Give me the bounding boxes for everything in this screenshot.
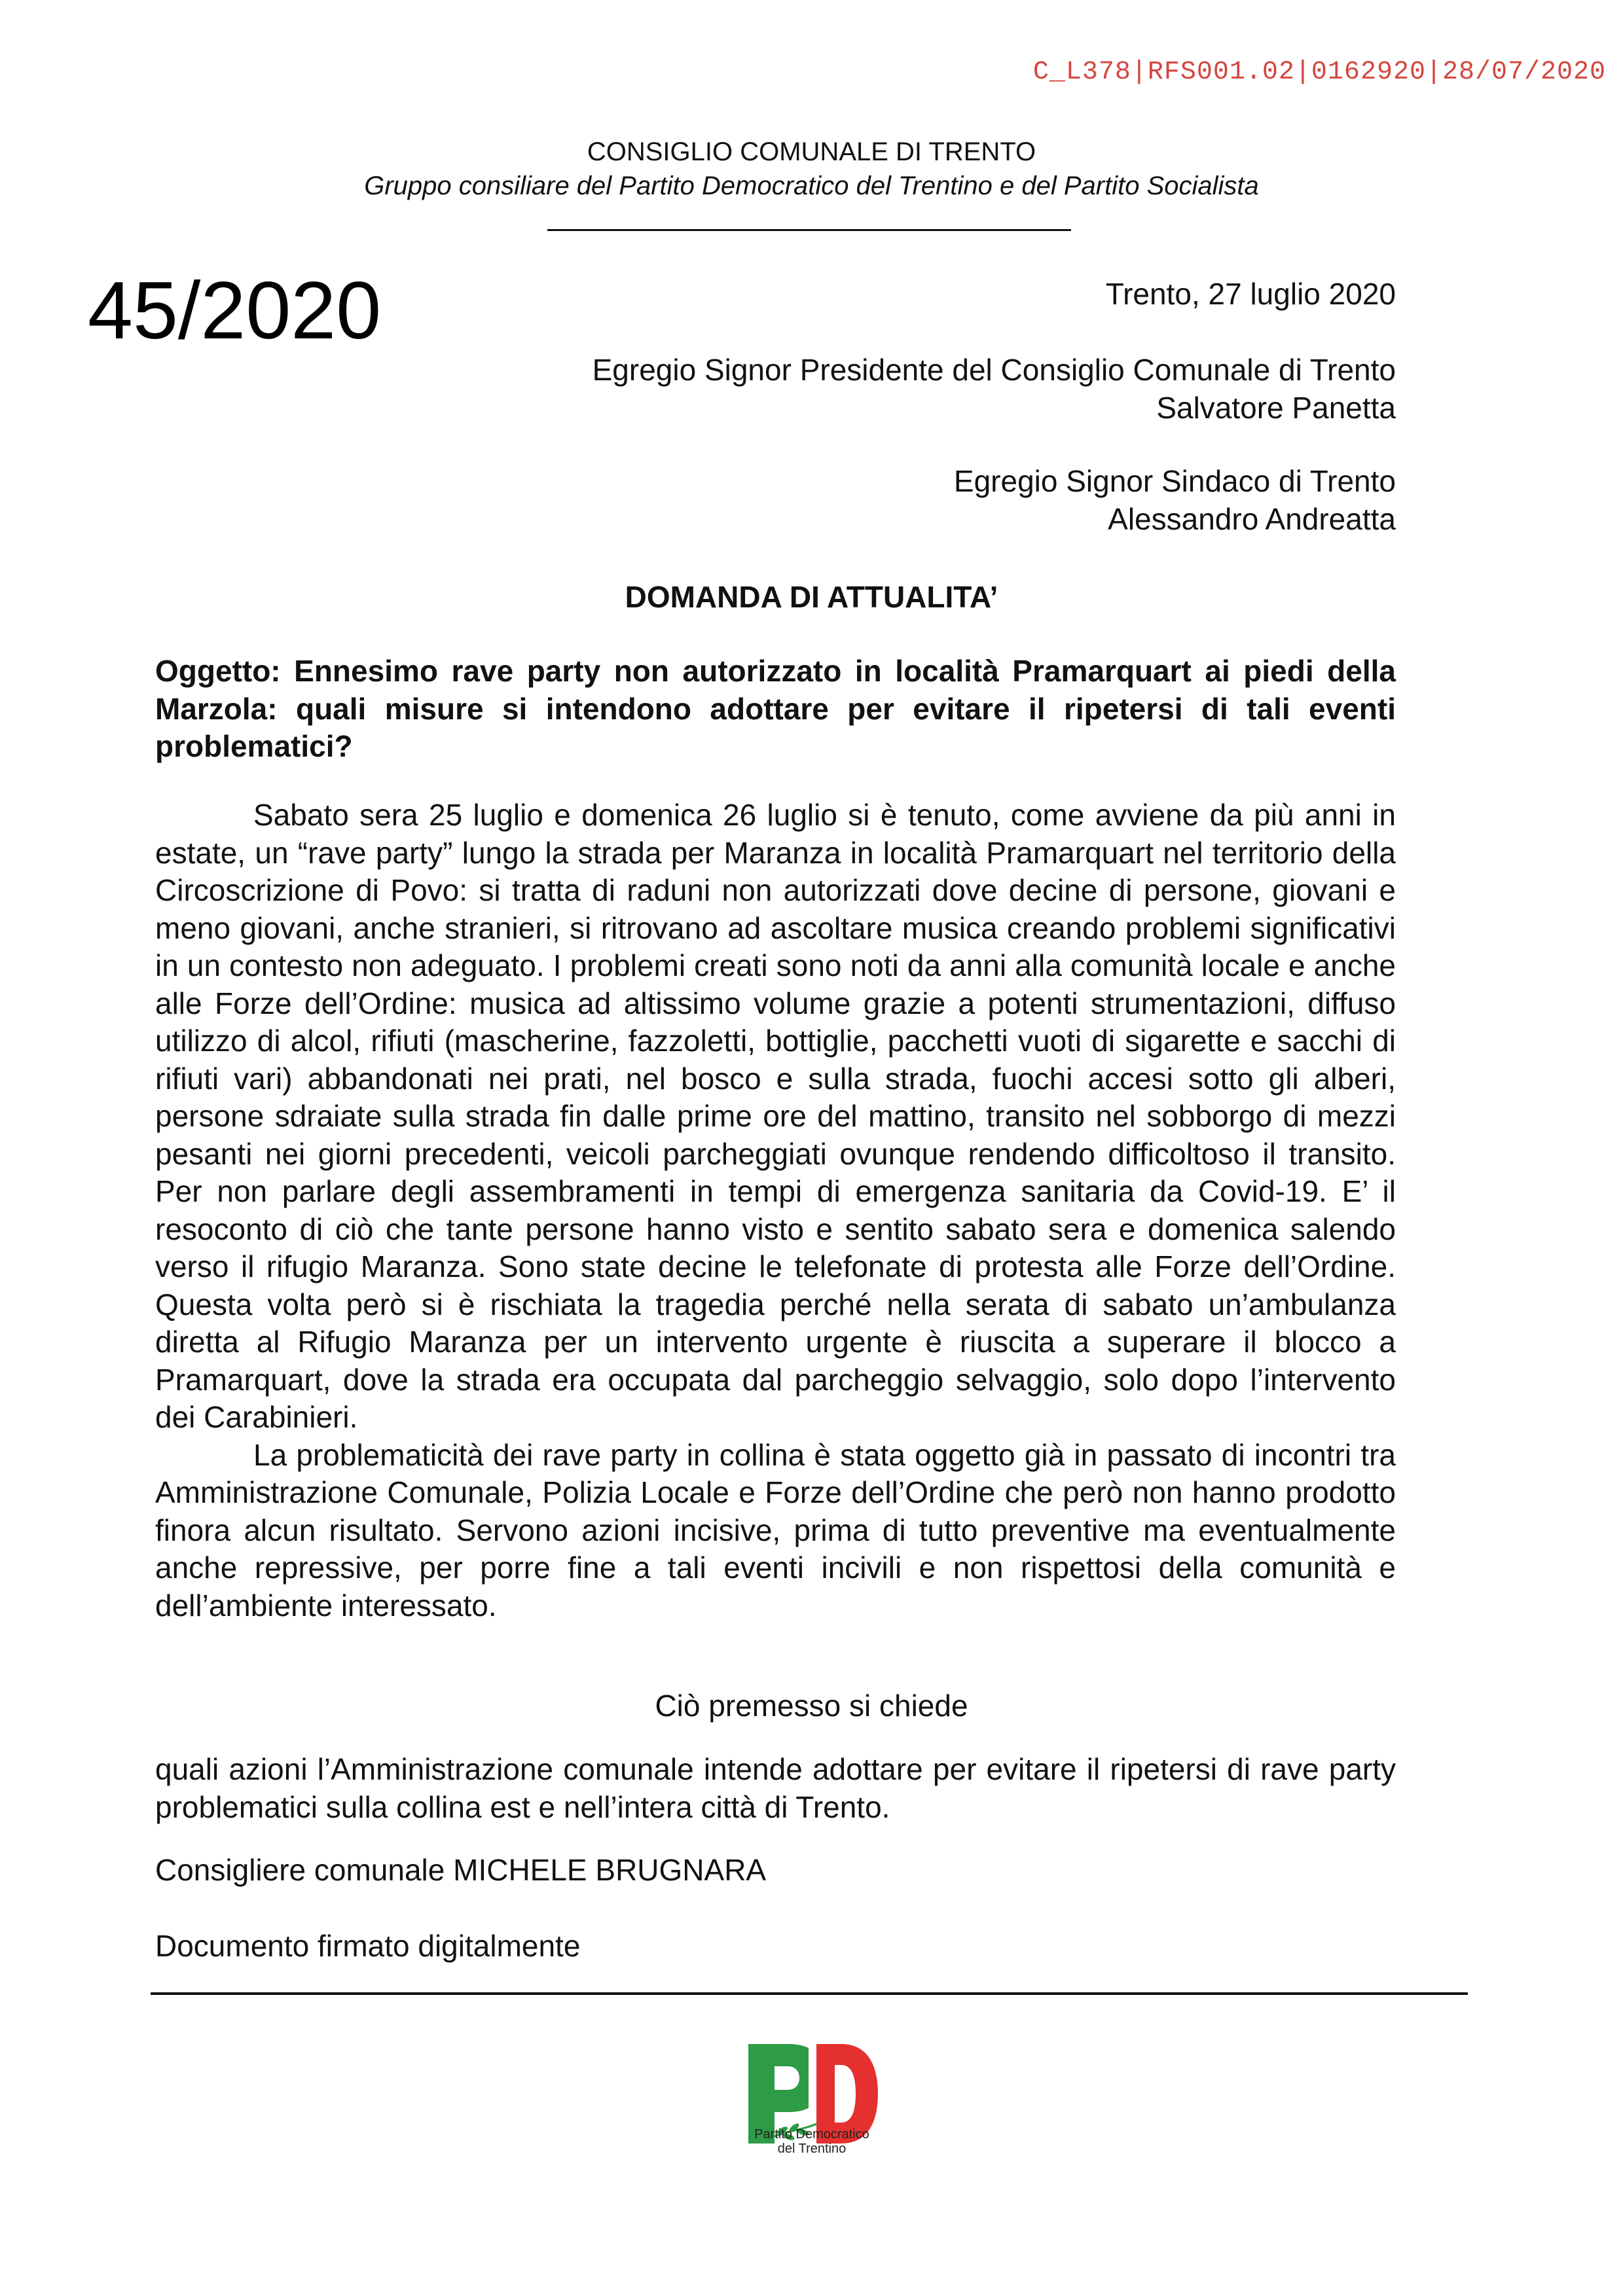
logo-caption-line2: del Trentino <box>777 2142 847 2156</box>
group-name: Gruppo consiliare del Partito Democratico del Trentino e del Partito Socialista <box>364 171 1259 200</box>
body-paragraph: La problematicità dei rave party in collina è stata oggetto già in passato di incontri tra Amministrazione Comunale, Polizia Locale e Forze dell’Ordine che però non hanno prodotto finora alcun risultato. Servono azioni incisive, prima di tutto preventive ma eventualmente anche repressive, per porre fine a tali eventi incivili e non rispettosi della comunità e dell’ambiente interessato. <box>155 1437 1396 1623</box>
logo-caption-line1: Partito Democratico <box>754 2127 869 2142</box>
signer: Consigliere comunale MICHELE BRUGNARA <box>155 1853 767 1887</box>
header-divider <box>547 229 1071 231</box>
question-title: DOMANDA DI ATTUALITA’ <box>625 580 998 614</box>
recipient-president <box>0 351 1623 427</box>
logo-caption <box>737 2127 887 2156</box>
recipient-mayor <box>0 462 1623 538</box>
document-number: 45/2020 <box>88 266 382 356</box>
signature-note: Documento firmato digitalmente <box>155 1929 581 1963</box>
subject: Oggetto: Ennesimo rave party non autorizzato in località Pramarquart ai piedi della Marzola: quali misure si intendono adottare per evitare il ripetersi di tali eventi problematici? <box>155 654 1396 763</box>
letterhead <box>0 135 1623 203</box>
protocol-stamp: C_L378|RFS001.02|0162920|28/07/2020 <box>1032 58 1606 87</box>
recipient-title: Egregio Signor Presidente del Consiglio Comunale di Trento <box>592 353 1396 387</box>
premise-line: Ciò premesso si chiede <box>655 1689 968 1723</box>
request-text: quali azioni l’Amministrazione comunale intende adottare per evitare il ripetersi di rave party problematici sulla collina est e nell’intera città di Trento. <box>155 1752 1396 1824</box>
body-text <box>155 797 1396 1624</box>
footer-divider <box>151 1992 1468 1995</box>
body-paragraph: Sabato sera 25 luglio e domenica 26 luglio si è tenuto, come avviene da più anni in estate, un “rave party” lungo la strada per Maranza in località Pramarquart nel territorio della Circoscrizione di Povo: si tratta di raduni non autorizzati dove decine di persone, giovani e meno giovani, anche stranieri, si ritrovano ad ascoltare musica creando problemi significativi in un contesto non adeguato. I problemi creati sono noti da anni alla comunità locale e anche alle Forze dell’Ordine: musica ad altissimo volume grazie a potenti strumentazioni, diffuso utilizzo di alcol, rifiuti (mascherine, fazzoletti, bottiglie, pacchetti vuoti di sigarette e sacchi di rifiuti vari) abbandonati nei prati, nel bosco e sulla strada, fuochi accesi sotto gli alberi, persone sdraiate sulla strada fin dalle prime ore del mattino, transito nel sobborgo di mezzi pesanti nei giorni precedenti, veicoli parcheggiati ovunque rendendo difficoltoso il transito. Per non parlare degli assembramenti in tempi di emergenza sanitaria da Covid-19. E’ il resoconto di ciò che tante persone hanno visto e sentito sabato sera e domenica salendo verso il rifugio Maranza. Sono state decine le telefonate di protesta alle Forze dell’Ordine. Questa volta però si è rischiata la tragedia perché nella serata di sabato un’ambulanza diretta al Rifugio Maranza per un intervento urgente è riuscita a superare il blocco a Pramarquart, dove la strada era occupata dal parcheggio selvaggio, solo dopo l’intervento dei Carabinieri. <box>155 798 1396 1434</box>
council-name: CONSIGLIO COMUNALE DI TRENTO <box>587 137 1036 166</box>
recipient-title: Egregio Signor Sindaco di Trento <box>953 464 1396 498</box>
recipient-name: Salvatore Panetta <box>1156 391 1396 425</box>
date-line: Trento, 27 luglio 2020 <box>1105 277 1396 311</box>
recipient-name: Alessandro Andreatta <box>1108 502 1396 536</box>
